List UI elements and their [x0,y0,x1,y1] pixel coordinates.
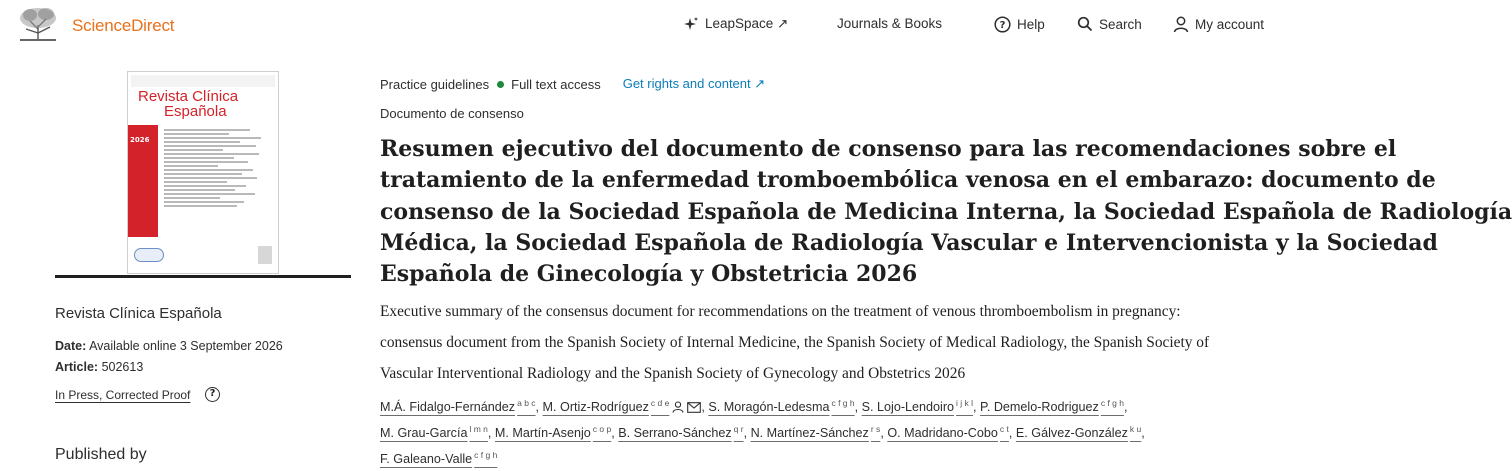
author-link[interactable] [380,426,488,440]
cover-year: 2026 [130,136,150,144]
nav-search-label: Search [1099,16,1142,32]
author-link[interactable] [543,400,702,414]
user-icon [1173,16,1189,33]
nav-help[interactable] [994,16,1045,33]
author-link[interactable] [380,452,497,466]
author-affiliation: i j k l [956,398,974,408]
author-name: O. Madridano-Cobo [887,426,998,440]
author-name: M. Grau-García [380,426,468,440]
subtitle-line: consensus document from the Spanish Society of Internal Medicine, the Spanish Society of Medical Radiology, the Spanish Society of [380,334,1210,351]
title-line: Española de Ginecología y Obstetricia 2026 [380,261,918,288]
cover-title-line1: Revista Clínica [138,88,239,105]
author-link[interactable] [1016,426,1141,440]
author-name: E. Gálvez-González [1015,426,1128,440]
document-type: Documento de consenso [380,106,524,121]
author-name: P. Demelo-Rodriguez [980,400,1099,414]
author-link[interactable] [708,400,854,414]
nav-search[interactable] [1077,16,1142,32]
publication-date [55,339,283,353]
author-affiliation: c f g h [474,450,498,460]
author-name: N. Martínez-Sánchez [750,426,869,440]
published-by-heading: Published by [55,446,147,463]
title-line: Resumen ejecutivo del documento de consenso para las recomendaciones sobre el [380,136,1397,162]
author-name: S. Moragón-Ledesma [708,400,830,414]
author-affiliation: r s [870,424,881,434]
access-status: Full text access [511,76,601,92]
author-link[interactable] [495,426,611,440]
svg-text:?: ? [999,20,1006,32]
elsevier-mini-logo [258,246,272,264]
author-affiliation: c t [999,424,1009,434]
author-link[interactable] [751,426,881,440]
person-icon [672,401,684,413]
author-line-1: M.Á. Fidalgo-Fernández $^{a b c}$, M. Ortiz-Rodríguez $^{c d e}$ , S. Moragón-Ledesma $^{c f g h}$, S. Lojo-Lendoiro $^{i j k l}$, P. Demelo-Rodriguez $^{c f g h}$, [380,398,1128,414]
cover-title-line2: Española [164,103,227,120]
help-circle-icon [994,16,1011,33]
author-list [380,392,1280,470]
article-subtitle-english [380,296,1300,389]
article-meta-row [380,76,765,92]
article-type: Practice guidelines [380,76,490,92]
journal-cover-image[interactable] [127,71,279,274]
get-rights-label: Get rights and content ↗ [622,76,766,91]
article-value: 502613 [101,360,144,374]
search-icon [1077,16,1093,32]
left-divider [55,275,351,278]
date-value: Available online 3 September 2026 [89,339,283,353]
author-affiliation: c f g h [831,398,855,408]
title-line: Médica, la Sociedad Española de Radiología Vascular e Intervencionista y la Sociedad [380,229,1438,256]
author-link[interactable] [380,400,536,414]
nav-leapspace-label: LeapSpace ↗ [705,16,789,31]
elsevier-tree-logo[interactable] [16,5,60,43]
author-link[interactable] [618,426,743,440]
author-line-3 [380,444,1280,470]
nav-help-label: Help [1017,17,1045,32]
cover-footer [128,237,278,273]
author-affiliation: k u [1129,424,1142,434]
cover-journal-title [138,89,278,119]
author-affiliation: l m n [469,424,488,434]
cover-toc-lines [158,125,278,237]
article-title [380,134,1512,290]
author-line-2: M. Grau-García $^{l m n}$, M. Martín-Asenjo $^{c o p}$, B. Serrano-Sánchez $^{q r}$, N. Martínez-Sánchez $^{r s}$, O. Madridano-Cobo $^{c t}$, E. Gálvez-González $^{k u}$, [380,424,1145,440]
in-press-status-link[interactable]: In Press, Corrected Proof [55,388,191,402]
nav-my-account[interactable] [1173,16,1264,33]
author-affiliation: c d e [650,398,670,408]
author-name: M. Martín-Asenjo [494,426,591,440]
author-link[interactable] [980,400,1124,414]
cover-red-sidebar [128,125,158,237]
sciencedirect-brand[interactable]: ScienceDirect [72,16,175,35]
status-help-icon[interactable]: ? [205,387,220,402]
get-rights-link[interactable] [623,76,765,92]
author-link[interactable] [862,400,973,414]
author-affiliation: c o p [592,424,612,434]
sparkle-icon [683,16,699,32]
email-icon [687,402,701,413]
article-label: Article: [55,360,99,374]
nav-leapspace[interactable] [683,16,788,32]
title-line: tratamiento de la enfermedad tromboembólica venosa en el embarazo: documento de [380,167,1436,194]
cover-contents-band [128,125,278,237]
nav-journals-label: Journals & Books [837,16,943,31]
date-label: Date: [55,339,87,353]
author-affiliation: c f g h [1100,398,1124,408]
author-name: S. Lojo-Lendoiro [861,400,955,414]
author-name: B. Serrano-Sánchez [618,426,732,440]
cover-header-strip [131,75,275,87]
top-header [0,0,1280,52]
author-affiliation: q r [733,424,744,434]
author-name: F. Galeano-Valle [380,452,473,466]
article-number [55,360,143,374]
nav-journals-books[interactable] [837,16,942,31]
open-access-dot-icon [497,81,504,88]
author-name: M. Ortiz-Rodríguez [542,400,649,414]
author-affiliation: a b c [517,398,536,408]
nav-account-label: My account [1195,17,1265,32]
journal-name-link[interactable]: Revista Clínica Española [55,305,222,322]
title-line: consenso de la Sociedad Española de Medicina Interna, la Sociedad Española de Radiología [380,198,1512,225]
author-name: M.Á. Fidalgo-Fernández [380,400,516,414]
subtitle-line: Vascular Interventional Radiology and the Spanish Society of Gynecology and Obstetrics 2026 [380,365,966,382]
author-link[interactable] [887,426,1009,440]
subtitle-line: Executive summary of the consensus document for recommendations on the treatment of venous thromboembolism in pregnancy: [380,303,1181,320]
semi-logo [134,248,164,262]
